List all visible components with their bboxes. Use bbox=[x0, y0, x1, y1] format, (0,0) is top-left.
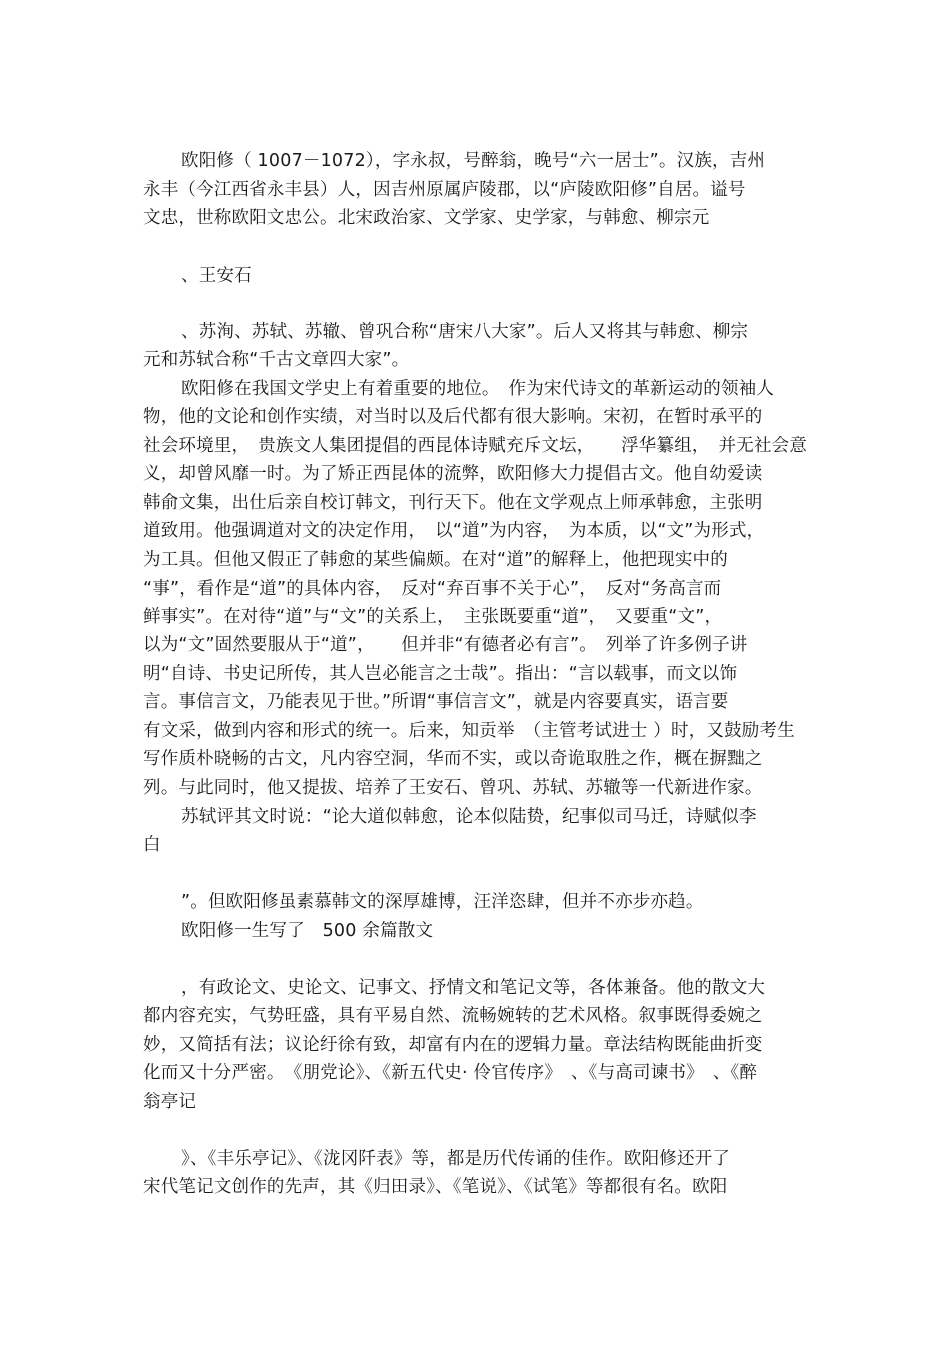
text-line: 宋代笔记文创作的先声，其《归田录》、《笔说》、《试笔》等都很有名。欧阳 bbox=[143, 1177, 728, 1197]
text-line: 写作质朴晓畅的古文，凡内容空洞，华而不实，或以奇诡取胜之作，概在摒黜之 bbox=[143, 749, 763, 769]
text-line: 欧阳修（ 1007－1072），字永叔，号醉翁，晚号“六一居士”。汉族，吉州 bbox=[181, 151, 766, 171]
text-line: 为工具。但他又假正了韩愈的某些偏颇。在对“道”的解释上，他把现实中的 bbox=[143, 550, 728, 570]
text-line: 物，他的文论和创作实绩，对当时以及后代都有很大影响。宋初，在暂时承平的 bbox=[143, 407, 763, 427]
text-line: “事”，看作是“道”的具体内容， 反对“弃百事不关于心”， 反对“务高言而 bbox=[143, 579, 722, 599]
text-line: 道致用。他强调道对文的决定作用， 以“道”为内容， 为本质，以“文”为形式， bbox=[143, 521, 765, 541]
text-line: 元和苏轼合称“千古文章四大家”。 bbox=[143, 350, 410, 370]
text-line: 义，却曾风靡一时。为了矫正西昆体的流弊，欧阳修大力提倡古文。他自幼爱读 bbox=[143, 464, 763, 484]
text-line: 明“自诗、书史记所传，其人岂必能言之士哉”。指出：“言以载事，而文以饰 bbox=[143, 664, 738, 684]
text-line: 化而又十分严密。 《朋党论》、《新五代史· 伶官传序》 、《与高司谏书》 、《醉 bbox=[143, 1063, 758, 1083]
text-line: 欧阳修在我国文学史上有着重要的地位。 作为宋代诗文的革新运动的领袖人 bbox=[181, 379, 775, 399]
text-line: ”。但欧阳修虽素慕韩文的深厚雄博，汪洋恣肆，但并不亦步亦趋。 bbox=[181, 892, 704, 912]
text-line: 有文采，做到内容和形式的统一。后来，知贡举 （主管考试进士 ）时，又鼓励考生 bbox=[143, 721, 795, 741]
text-line: 鲜事实”。在对待“道”与“文”的关系上， 主张既要重“道”， 又要重“文”， bbox=[143, 607, 723, 627]
text-line: 文忠，世称欧阳文忠公。北宋政治家、文学家、史学家，与韩愈、柳宗元 bbox=[143, 208, 710, 228]
text-line: 以为“文”固然要服从于“道”， 但并非“有德者必有言”。 列举了许多例子讲 bbox=[143, 635, 748, 655]
text-line: 苏轼评其文时说：“论大道似韩愈，论本似陆贽，纪事似司马迁，诗赋似李 bbox=[181, 807, 757, 827]
text-line: 都内容充实，气势旺盛，具有平易自然、流畅婉转的艺术风格。叙事既得委婉之 bbox=[143, 1006, 763, 1026]
text-line: 社会环境里， 贵族文人集团提倡的西昆体诗赋充斥文坛， 浮华纂组， 并无社会意 bbox=[143, 436, 808, 456]
text-line: 、苏洵、苏轼、苏辙、曾巩合称“唐宋八大家”。后人又将其与韩愈、柳宗 bbox=[181, 322, 749, 342]
text-line: 白 bbox=[143, 835, 161, 855]
text-line: 翁亭记 bbox=[143, 1092, 197, 1112]
text-line: 列。与此同时，他又提拔、培养了王安石、曾巩、苏轼、苏辙等一代新进作家。 bbox=[143, 778, 763, 798]
text-line: 言。事信言文，乃能表见于世。”所谓“事信言文”，就是内容要真实，语言要 bbox=[143, 692, 729, 712]
text-line: 欧阳修一生写了 500 余篇散文 bbox=[181, 921, 434, 941]
text-line: 妙，又简括有法；议论纡徐有致，却富有内在的逻辑力量。章法结构既能曲折变 bbox=[143, 1035, 763, 1055]
text-line: ，有政论文、史论文、记事文、抒情文和笔记文等，各体兼备。他的散文大 bbox=[181, 978, 766, 998]
text-line: 永丰（今江西省永丰县）人，因吉州原属庐陵郡，以“庐陵欧阳修”自居。谥号 bbox=[143, 180, 746, 200]
text-line: 、王安石 bbox=[181, 266, 252, 286]
text-line: 》、《丰乐亭记》、《泷冈阡表》等，都是历代传诵的佳作。欧阳修还开了 bbox=[181, 1149, 731, 1169]
text-line: 韩俞文集，出仕后亲自校订韩文，刊行天下。他在文学观点上师承韩愈，主张明 bbox=[143, 493, 763, 513]
